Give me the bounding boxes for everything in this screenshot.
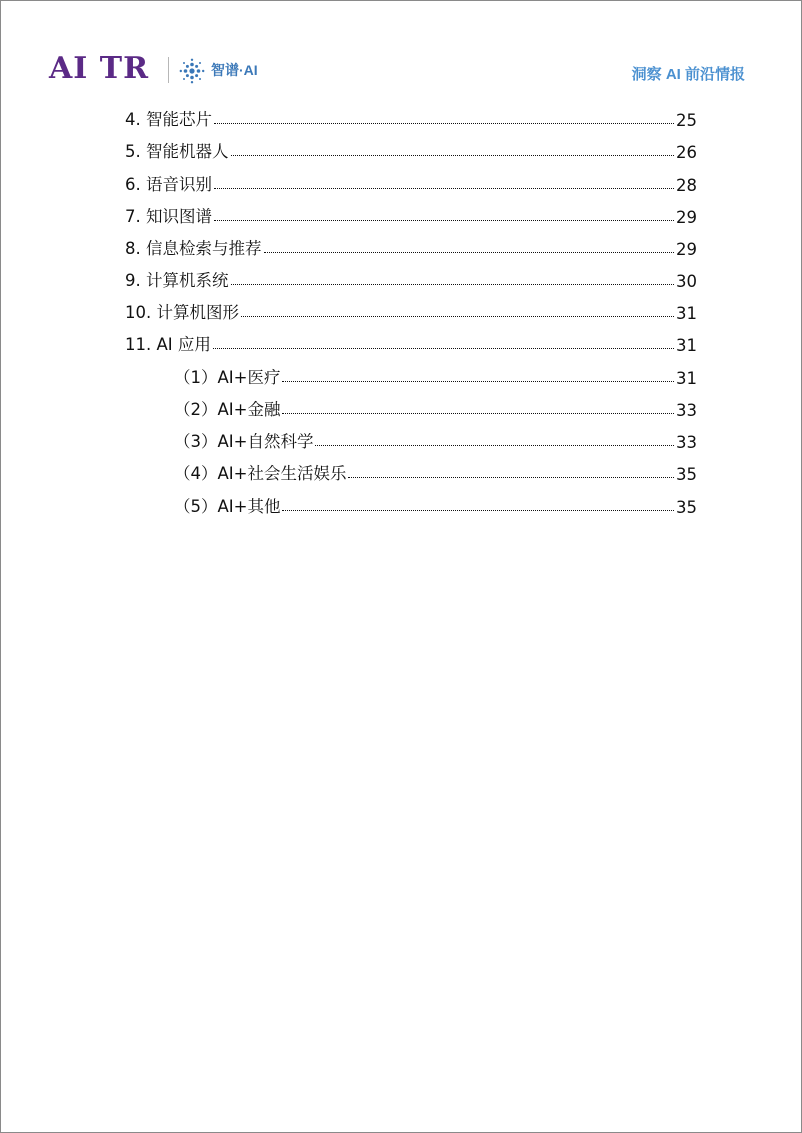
toc-entry-ai-science[interactable] bbox=[174, 426, 697, 452]
toc-entry-ai-social[interactable] bbox=[174, 458, 697, 484]
toc-entry-label: 10. 计算机图形 bbox=[125, 303, 239, 322]
toc-entry-retrieval[interactable] bbox=[125, 233, 697, 259]
toc-leader-dots bbox=[213, 348, 674, 349]
toc-entry-label: 4. 智能芯片 bbox=[125, 110, 212, 129]
toc-entry-label: （2）AI+金融 bbox=[174, 400, 281, 419]
toc-leader-dots bbox=[231, 155, 675, 156]
toc-entry-label: 9. 计算机系统 bbox=[125, 271, 229, 290]
toc-entry-page: 35 bbox=[676, 465, 697, 484]
toc-leader-dots bbox=[315, 445, 674, 446]
toc-entry-page: 33 bbox=[676, 401, 697, 420]
toc-entry-ai-other[interactable] bbox=[174, 491, 697, 517]
toc-entry-ai-medical[interactable] bbox=[174, 362, 697, 388]
toc-entry-label: 7. 知识图谱 bbox=[125, 207, 212, 226]
toc-entry-chips[interactable] bbox=[125, 104, 697, 130]
zhipu-brand-text: 智谱·AI bbox=[211, 62, 258, 78]
toc-entry-label: 5. 智能机器人 bbox=[125, 142, 229, 161]
toc-entry-label: （3）AI+自然科学 bbox=[174, 432, 314, 451]
toc-entry-knowledge-graph[interactable] bbox=[125, 201, 697, 227]
toc-entry-label: （1）AI+医疗 bbox=[174, 368, 281, 387]
aitr-logo: AI TR bbox=[49, 51, 150, 86]
toc-entry-label: （4）AI+社会生活娱乐 bbox=[174, 464, 347, 483]
toc-entry-robots[interactable] bbox=[125, 136, 697, 162]
toc-leader-dots bbox=[282, 413, 674, 414]
toc-entry-label: （5）AI+其他 bbox=[174, 497, 281, 516]
toc-entry-graphics[interactable] bbox=[125, 297, 697, 323]
toc-leader-dots bbox=[264, 252, 675, 253]
toc-entry-page: 35 bbox=[676, 498, 697, 517]
toc-entry-ai-finance[interactable] bbox=[174, 394, 697, 420]
toc-entry-ai-applications[interactable] bbox=[125, 329, 697, 355]
toc-entry-page: 31 bbox=[676, 369, 697, 388]
toc-entry-label: 6. 语音识别 bbox=[125, 175, 212, 194]
header-slogan: 洞察 AI 前沿情报 bbox=[631, 66, 745, 83]
toc-leader-dots bbox=[214, 188, 674, 189]
toc-entry-page: 33 bbox=[676, 433, 697, 452]
toc-entry-page: 29 bbox=[676, 208, 697, 227]
page-header bbox=[1, 1, 801, 101]
toc-entry-page: 25 bbox=[676, 111, 697, 130]
zhipu-logo-icon bbox=[179, 58, 205, 84]
toc-leader-dots bbox=[241, 316, 674, 317]
toc-entry-page: 30 bbox=[676, 272, 697, 291]
toc-entry-label: 11. AI 应用 bbox=[125, 335, 211, 354]
toc-leader-dots bbox=[282, 510, 674, 511]
toc-leader-dots bbox=[348, 477, 674, 478]
toc-leader-dots bbox=[214, 123, 674, 124]
toc-leader-dots bbox=[214, 220, 674, 221]
logo-divider bbox=[168, 57, 169, 83]
toc-entry-speech[interactable] bbox=[125, 169, 697, 195]
toc-entry-label: 8. 信息检索与推荐 bbox=[125, 239, 262, 258]
toc-leader-dots bbox=[282, 381, 674, 382]
toc-entry-page: 31 bbox=[676, 304, 697, 323]
toc-entry-page: 28 bbox=[676, 176, 697, 195]
toc-entry-page: 29 bbox=[676, 240, 697, 259]
toc-entry-systems[interactable] bbox=[125, 265, 697, 291]
toc-leader-dots bbox=[231, 284, 675, 285]
toc-entry-page: 31 bbox=[676, 336, 697, 355]
toc-entry-page: 26 bbox=[676, 143, 697, 162]
